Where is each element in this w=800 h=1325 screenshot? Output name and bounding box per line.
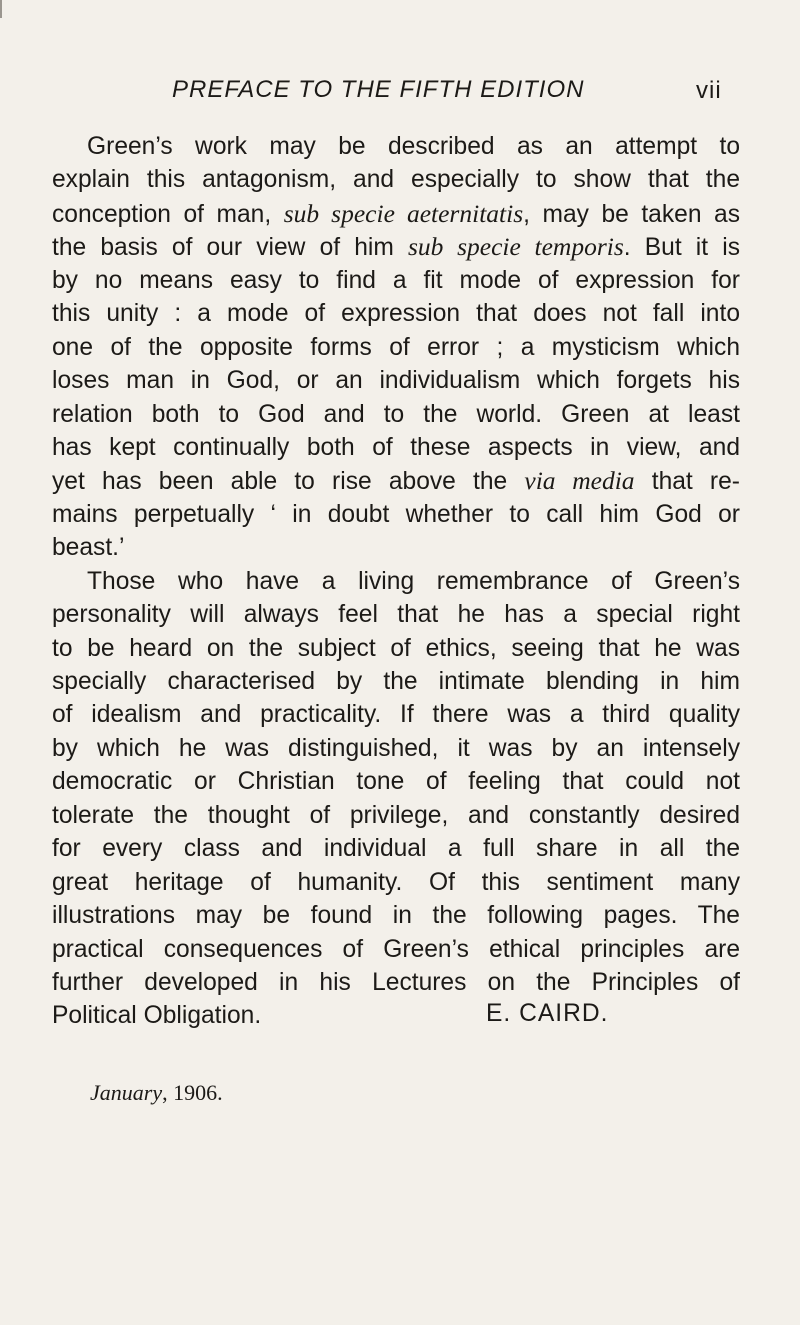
text-line: this unity : a mode of expression that does not fall into (52, 300, 740, 328)
author-signature: E. CAIRD. (486, 1000, 609, 1027)
text-line: further developed in his Lectures on the Principles of (52, 968, 740, 996)
running-title: PREFACE TO THE FIFTH EDITION (172, 76, 585, 103)
text-line: of idealism and practicality. If there was a third quality (52, 701, 740, 729)
text-line: illustrations may be found in the following pages. The (52, 902, 740, 930)
date-month: January (90, 1080, 163, 1105)
margin-mark (0, 0, 2, 18)
dateline (90, 1080, 223, 1106)
text-line: Green’s work may be described as an attempt to (87, 133, 740, 160)
text-line: one of the opposite forms of error ; a mysticism which (52, 333, 740, 361)
text-line: tolerate the thought of privilege, and constantly desired (52, 801, 740, 829)
latin-phrase: sub specie aeternitatis (283, 198, 524, 228)
text-line: explain this antagonism, and especially to show that the (52, 166, 740, 194)
text-line: beast.’ (52, 534, 125, 562)
text-line: personality will always feel that he has a special right (52, 601, 740, 629)
text-line: specially characterised by the intimate blending in him (52, 668, 740, 695)
text-line: for every class and individual a full share in all the (52, 835, 740, 863)
page-number: vii (696, 77, 722, 104)
body-text (52, 130, 740, 1033)
text-line: to be heard on the subject of ethics, seeing that he was (52, 634, 740, 662)
text-line: relation both to God and to the world. Green at least (52, 400, 740, 428)
text-line: mains perpetually ‘ in doubt whether to call him God or (52, 500, 740, 528)
text-line: Those who have a living remembrance of Green’s (87, 567, 740, 595)
text-line: loses man in God, or an individualism which forgets his (52, 367, 740, 395)
text-line: conception of man, sub specie aeternitatis, may be taken as (52, 198, 740, 228)
text-line: the basis of our view of him sub specie temporis. But it is (52, 232, 740, 262)
text-line: has kept continually both of these aspects in view, and (52, 433, 740, 461)
text-line: great heritage of humanity. Of this sentiment many (52, 868, 740, 896)
text-line: democratic or Christian tone of feeling that could not (52, 768, 740, 796)
date-year: , 1906. (162, 1080, 223, 1105)
text-line: by no means easy to find a fit mode of expression for (52, 266, 740, 294)
page-header (0, 76, 800, 116)
latin-phrase: sub specie temporis (408, 232, 624, 262)
text-line: by which he was distinguished, it was by an intensely (52, 734, 740, 762)
latin-phrase: via media (524, 466, 635, 496)
text-line: yet has been able to rise above the via media that re- (52, 466, 740, 496)
text-line: practical consequences of Green’s ethical principles are (52, 935, 740, 963)
text-line: Political Obligation. (52, 1002, 262, 1030)
